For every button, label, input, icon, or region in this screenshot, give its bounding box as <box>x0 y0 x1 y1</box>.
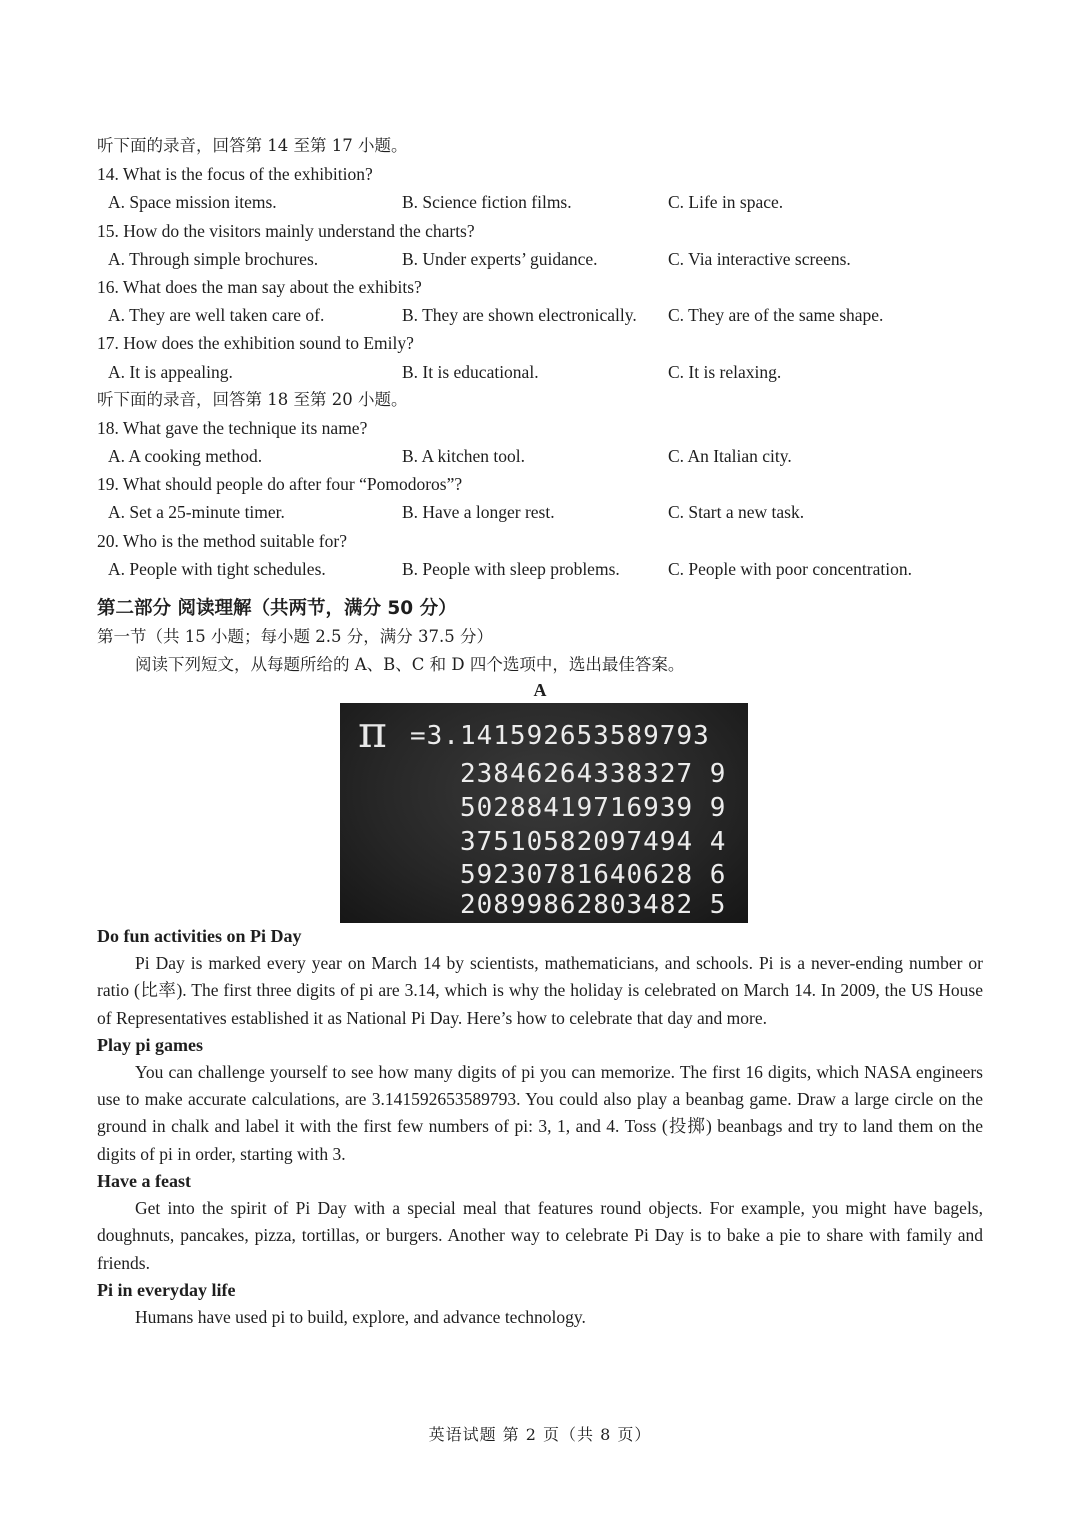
question-18 <box>97 414 983 470</box>
question-17 <box>97 329 983 385</box>
option-a: A. It is appealing. <box>108 361 233 382</box>
pi-digits-row: 37510582097494 4 <box>460 827 727 857</box>
page-footer: 英语试题 第 2 页（共 8 页） <box>428 1425 652 1444</box>
option-a: A. People with tight schedules. <box>108 558 326 579</box>
option-c: C. It is relaxing. <box>668 361 782 382</box>
exam-page <box>97 132 983 1331</box>
option-c: C. Life in space. <box>668 192 784 213</box>
option-c: C. Start a new task. <box>668 502 805 523</box>
reading-instruction: 阅读下列短文，从每题所给的 A、B、C 和 D 四个选项中，选出最佳答案。 <box>135 655 685 674</box>
question-14 <box>97 160 983 216</box>
pi-symbol: π <box>358 707 387 758</box>
question-20 <box>97 527 983 583</box>
question-text: 16. What does the man say about the exhibits? <box>97 276 422 297</box>
section-text-feast: Get into the spirit of Pi Day with a special meal that features round objects. For example, you might have bagels, doughnuts, pancakes, pizza, tortillas, or burgers. Another way to celebrate Pi Day is to bake a pie to share with family and friends. <box>97 1198 983 1273</box>
option-a: A. Space mission items. <box>108 192 277 213</box>
option-b: B. Under experts’ guidance. <box>402 248 598 269</box>
pi-digits-row: 20899862803482 5 <box>460 890 727 920</box>
question-15 <box>97 217 983 273</box>
passage-title: Do fun activities on Pi Day <box>97 926 302 946</box>
option-c: C. An Italian city. <box>668 446 792 467</box>
options-row <box>97 555 983 583</box>
options-row <box>97 498 983 526</box>
option-a: A. They are well taken care of. <box>108 305 325 326</box>
options-row <box>97 358 983 386</box>
question-16 <box>97 273 983 329</box>
question-text: 20. Who is the method suitable for? <box>97 530 347 551</box>
question-text: 19. What should people do after four “Pomodoros”? <box>97 474 463 495</box>
section-heading-feast: Have a feast <box>97 1171 191 1192</box>
question-text: 14. What is the focus of the exhibition? <box>97 164 373 185</box>
option-a: A. A cooking method. <box>108 446 263 467</box>
intro-paragraph: Pi Day is marked every year on March 14 by scientists, mathematicians, and schools. Pi is a never-ending number or ratio (比率). The first three digits of pi are 3.14, which is why the holiday is celebrated on March 14. In 2009, the US House of Representatives established it as National Pi Day. Here’s how to celebrate that day and more. <box>97 953 983 1028</box>
option-b: B. People with sleep problems. <box>402 558 620 579</box>
option-a: A. Set a 25-minute timer. <box>108 502 285 523</box>
options-row <box>97 188 983 216</box>
pi-digits-row: 50288419716939 9 <box>460 793 727 823</box>
pi-digits-row: =3.141592653589793 <box>410 721 710 751</box>
option-b: B. Have a longer rest. <box>402 502 555 523</box>
passage-label: A <box>533 680 547 700</box>
option-b: B. A kitchen tool. <box>402 446 525 467</box>
section-heading-everyday: Pi in everyday life <box>97 1279 236 1300</box>
listening-instruction-2: 听下面的录音，回答第 18 至第 20 小题。 <box>97 389 408 409</box>
question-text: 17. How does the exhibition sound to Emily? <box>97 333 414 354</box>
options-row <box>97 245 983 273</box>
question-text: 15. How do the visitors mainly understand the charts? <box>97 220 475 241</box>
section-title: 第一节（共 15 小题；每小题 2.5 分，满分 37.5 分） <box>97 627 493 646</box>
section-heading-games: Play pi games <box>97 1034 203 1055</box>
option-b: B. It is educational. <box>402 361 539 382</box>
option-a: A. Through simple brochures. <box>108 248 319 269</box>
options-row <box>97 442 983 470</box>
option-c: C. People with poor concentration. <box>668 558 912 579</box>
pi-chalkboard-image <box>340 703 748 923</box>
part-title: 第二部分 阅读理解（共两节，满分 50 分） <box>97 598 457 619</box>
question-text: 18. What gave the technique its name? <box>97 417 368 438</box>
option-c: C. Via interactive screens. <box>668 248 851 269</box>
pi-digits-row: 59230781640628 6 <box>460 860 727 890</box>
section-text-everyday: Humans have used pi to build, explore, and advance technology. <box>135 1306 586 1327</box>
question-19 <box>97 470 983 526</box>
option-b: B. Science fiction films. <box>402 192 572 213</box>
options-row <box>97 301 983 329</box>
option-b: B. They are shown electronically. <box>402 305 637 326</box>
section-text-games: You can challenge yourself to see how many digits of pi you can memorize. The first 16 digits, which NASA engineers use to make accurate calculations, are 3.141592653589793. You could also play a beanbag game. Draw a large circle on the ground in chalk and label it with the first few numbers of pi: 3, 1, and 4. Toss (投掷) beanbags and try to land them on the digits of pi in order, starting with 3. <box>97 1061 983 1164</box>
pi-digits-row: 23846264338327 9 <box>460 759 727 789</box>
listening-instruction-1: 听下面的录音，回答第 14 至第 17 小题。 <box>97 136 408 155</box>
option-c: C. They are of the same shape. <box>668 305 884 326</box>
